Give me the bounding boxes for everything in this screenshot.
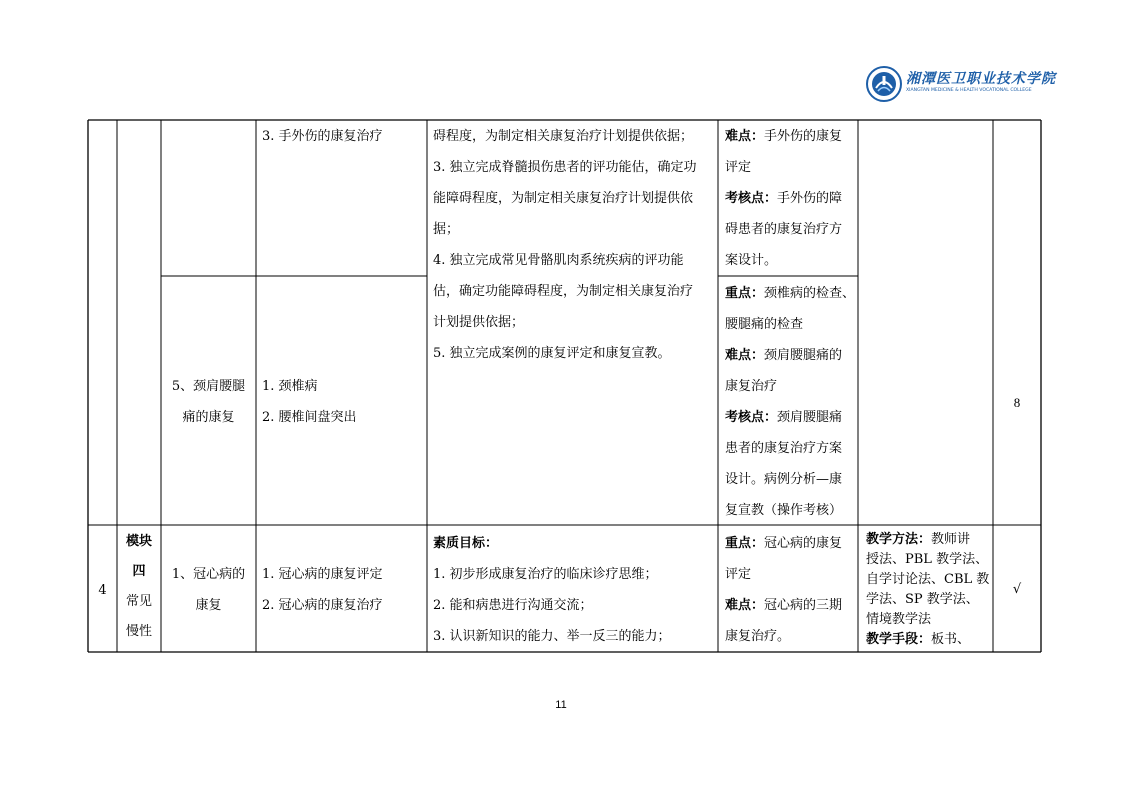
exam-text: 设计。病例分析—康 bbox=[725, 472, 843, 487]
difficult-label: 难点： bbox=[725, 598, 765, 613]
content-line: 2. 冠心病的康复治疗 bbox=[262, 598, 383, 613]
means-text: 板书、 bbox=[931, 632, 971, 647]
method-text: 学法、SP 教学法、 bbox=[866, 592, 979, 607]
objective-line: 据； bbox=[433, 222, 460, 237]
content-cell-coronary bbox=[262, 559, 383, 621]
college-emblem-icon bbox=[866, 66, 902, 102]
method-text: 授法、PBL 教学法、 bbox=[866, 552, 989, 567]
exam-text: 复宣教（操作考核） bbox=[725, 503, 843, 518]
check-mark-cell: √ bbox=[1012, 582, 1022, 597]
difficult-text: 冠心病的三期 bbox=[764, 598, 843, 613]
focus-text: 冠心病的康复 bbox=[764, 536, 843, 551]
college-name-en: XIANGTAN MEDICINE & HEALTH VOCATIONAL COLLEGE bbox=[906, 88, 1032, 93]
difficult-label: 难点： bbox=[725, 348, 765, 363]
objectives-cell-coronary bbox=[433, 528, 715, 652]
module-line: 慢性 bbox=[125, 624, 152, 639]
exam-text: 手外伤的障 bbox=[777, 191, 843, 206]
objective-line: 计划提供依据； bbox=[433, 315, 525, 330]
focus-text: 颈椎病的检查、 bbox=[764, 286, 856, 301]
objective-line: 3. 认识新知识的能力、举一反三的能力； bbox=[433, 629, 671, 644]
exam-text: 患者的康复治疗方案 bbox=[725, 441, 843, 456]
task-line: 痛的康复 bbox=[182, 410, 235, 425]
difficult-text: 颈肩腰腿痛的 bbox=[764, 348, 843, 363]
exam-text: 案设计。 bbox=[725, 253, 778, 268]
objective-line: 5. 独立完成案例的康复评定和康复宣教。 bbox=[433, 346, 671, 361]
task-line: 1、冠心病的 bbox=[171, 567, 246, 582]
method-label: 教学方法： bbox=[866, 532, 932, 547]
content-line: 1. 颈椎病 bbox=[262, 379, 318, 394]
module-cell bbox=[117, 527, 161, 647]
difficult-text: 康复治疗 bbox=[725, 379, 778, 394]
module-line: 常见 bbox=[125, 594, 152, 609]
hours-cell: 8 bbox=[1013, 395, 1021, 410]
focus-text: 腰腿痛的检查 bbox=[725, 317, 804, 332]
objectives-title: 素质目标： bbox=[433, 536, 499, 551]
keypoints-cell-coronary bbox=[725, 528, 857, 652]
exam-text: 碍患者的康复治疗方 bbox=[725, 222, 843, 237]
objective-line: 1. 初步形成康复治疗的临床诊疗思维； bbox=[433, 567, 658, 582]
means-label: 教学手段： bbox=[866, 632, 932, 647]
keypoints-cell-neck-back-pain bbox=[725, 278, 857, 526]
objective-line: 4. 独立完成常见骨骼肌肉系统疾病的评功能 bbox=[433, 253, 684, 268]
difficult-label: 难点： bbox=[725, 129, 765, 144]
focus-label: 重点： bbox=[725, 286, 765, 301]
content-line: 1. 冠心病的康复评定 bbox=[262, 567, 383, 582]
exam-label: 考核点： bbox=[725, 410, 778, 425]
page-number: 11 bbox=[555, 699, 567, 711]
exam-label: 考核点： bbox=[725, 191, 778, 206]
keypoints-cell-hand-injury bbox=[725, 121, 855, 276]
difficult-text: 手外伤的康复 bbox=[764, 129, 843, 144]
teaching-method-cell bbox=[866, 530, 992, 650]
content-cell-hand-injury: 3. 手外伤的康复治疗 bbox=[262, 129, 383, 144]
exam-text: 颈肩腰腿痛 bbox=[777, 410, 843, 425]
difficult-text: 康复治疗。 bbox=[725, 629, 791, 644]
objective-line: 2. 能和病患进行沟通交流； bbox=[433, 598, 593, 613]
focus-label: 重点： bbox=[725, 536, 765, 551]
method-text: 自学讨论法、CBL 教 bbox=[866, 572, 990, 587]
module-title: 四 bbox=[132, 564, 146, 579]
task-line: 康复 bbox=[195, 598, 222, 613]
difficult-text: 评定 bbox=[725, 160, 752, 175]
objectives-cell-continued bbox=[433, 121, 715, 369]
objective-line: 能障碍程度，为制定相关康复治疗计划提供依 bbox=[433, 191, 694, 206]
focus-text: 评定 bbox=[725, 567, 752, 582]
method-text: 情境教学法 bbox=[866, 612, 932, 627]
objective-line: 3. 独立完成脊髓损伤患者的评功能估，确定功 bbox=[433, 160, 697, 175]
module-title: 模块 bbox=[125, 534, 152, 549]
row-number-cell: 4 bbox=[98, 583, 107, 598]
method-text: 教师讲 bbox=[931, 532, 971, 547]
college-name-cn: 湘潭医卫职业技术学院 bbox=[906, 71, 1056, 87]
task-cell-neck-back-pain bbox=[161, 371, 256, 433]
task-line: 5、颈肩腰腿 bbox=[171, 379, 246, 394]
content-cell-neck-back-pain bbox=[262, 371, 357, 433]
content-line: 2. 腰椎间盘突出 bbox=[262, 410, 357, 425]
task-cell-coronary bbox=[161, 559, 256, 621]
college-logo bbox=[866, 66, 1056, 104]
objective-line: 估，确定功能障碍程度，为制定相关康复治疗 bbox=[433, 284, 694, 299]
objective-line: 碍程度，为制定相关康复治疗计划提供依据； bbox=[433, 129, 694, 144]
